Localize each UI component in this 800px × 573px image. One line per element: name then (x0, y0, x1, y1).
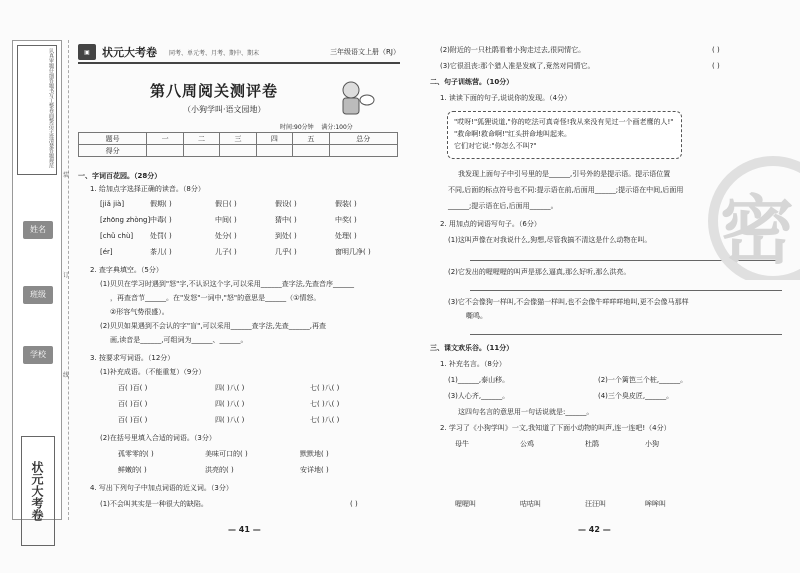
score-cell[interactable] (293, 145, 329, 157)
answer-paren[interactable]: ( ) (350, 500, 358, 508)
pinyin-item[interactable]: 处分( ) (215, 232, 237, 240)
animal-label[interactable]: 公鸡 (520, 440, 534, 448)
pinyin-item[interactable]: 茶儿( ) (150, 248, 172, 256)
proverb-blank[interactable]: (2)一个篱笆三个桩,______。 (598, 376, 688, 384)
mascot-icon (335, 78, 375, 118)
score-header-row (79, 133, 398, 145)
q2-line: ②形容气势很盛）。 (110, 308, 169, 316)
animal-label[interactable]: 小狗 (645, 440, 659, 448)
header-cell: 四 (256, 133, 292, 145)
pinyin-item[interactable]: 猜中( ) (275, 216, 297, 224)
animal-label[interactable]: 母牛 (455, 440, 469, 448)
answer-paren[interactable]: ( ) (712, 62, 720, 70)
score-cell[interactable] (329, 145, 397, 157)
time-limit: 时间:90分钟 (280, 124, 314, 131)
section-3-heading: 三、课文欢乐谷。（11分） (430, 344, 514, 352)
header-cell: 题号 (79, 133, 147, 145)
fill-blank[interactable]: 安详地( ) (300, 466, 329, 474)
example-sentence: "哎呀!"狐狸说道,"你的吃法可真奇怪!我从来没有见过一个画老鹰的人!" (454, 118, 674, 126)
pinyin-option: [chǔ chù] (100, 232, 134, 240)
example-sentences-box (447, 111, 682, 159)
pinyin-item[interactable]: 中间( ) (215, 216, 237, 224)
idiom-blank[interactable]: 百( )百( ) (118, 416, 148, 424)
answer-line[interactable] (470, 334, 782, 335)
proverb-blank[interactable]: (4)三个臭皮匠,______。 (598, 392, 674, 400)
idiom-blank[interactable]: 七( )八( ) (310, 384, 340, 392)
answer-line[interactable] (470, 290, 782, 291)
page-number-right: — 42 — (578, 525, 611, 534)
r1-line: 不同,后面的标点符号也不同:提示语在前,后面用______;提示语在中间,后面用 (448, 186, 684, 194)
pinyin-item[interactable]: 处罚( ) (150, 232, 172, 240)
pinyin-option: [zhōng zhòng] (100, 216, 151, 224)
q4-sub-c: (3)它很沮丧:那个猎人准是发疯了,竟然对同情它。 (440, 62, 595, 70)
q3-sub-a: (1)补充成语。（不能重复）（9分） (100, 368, 206, 376)
pinyin-option: [jiǎ jià] (100, 200, 125, 208)
section-2-heading: 二、句子训练营。（10分） (430, 78, 514, 86)
brand-name: 状元大考卷 (102, 46, 157, 59)
r1-line: ______;提示语在后,后面用______。 (448, 202, 558, 210)
cut-label-3: 线 (63, 372, 70, 379)
pinyin-item[interactable]: 中奖( ) (335, 216, 357, 224)
idiom-blank[interactable]: 四( )八( ) (215, 416, 245, 424)
sound-label[interactable]: 哞哞叫 (645, 500, 666, 508)
proverb-blank[interactable]: (3)人心齐,______。 (448, 392, 510, 400)
cut-label-2: 订 (63, 272, 70, 279)
score-cell[interactable] (147, 145, 183, 157)
q4-sub-b: (2)附近的一只杜鹃看着小狗走过去,很同情它。 (440, 46, 586, 54)
idiom-blank[interactable]: 百( )百( ) (118, 384, 148, 392)
brand-logo: 状元大考卷 (21, 436, 55, 546)
header-cell: 二 (183, 133, 219, 145)
brand-icon: ▣ (78, 44, 96, 60)
pinyin-item[interactable]: 处理( ) (335, 232, 357, 240)
answer-paren[interactable]: ( ) (712, 46, 720, 54)
r3-prompt: 1. 补充名言。（8分） (440, 360, 506, 368)
example-sentence: "救命啊!救命啊!"红头拼命地叫起来。 (454, 130, 572, 138)
page-number-left: — 41 — (228, 525, 261, 534)
class-field[interactable]: 班级 (23, 286, 53, 304)
pinyin-item[interactable]: 中毒( ) (150, 216, 172, 224)
r2-sub: 嘶鸣。 (466, 312, 487, 320)
animal-label[interactable]: 杜鹃 (585, 440, 599, 448)
q2-line: (2)贝贝如果遇到不会认的字"盲",可以采用______查字法,先查______,再查 (100, 322, 327, 330)
full-score: 满分:100分 (321, 124, 353, 131)
score-cell[interactable] (183, 145, 219, 157)
score-cell[interactable] (220, 145, 256, 157)
proverb-blank[interactable]: (1)______,泰山移。 (448, 376, 510, 384)
q4-sub-a: (1)不会叫其实是一种很大的缺陷。 (100, 500, 208, 508)
example-sentence: 它们对它说:"你怎么不叫?" (454, 142, 537, 150)
sound-label[interactable]: 咕咕叫 (520, 500, 541, 508)
page-subtitle: （小狗学叫·语文园地） (183, 105, 266, 114)
r1-line: 我发现上面句子中引号里的是______,引号外的是提示语。提示语位置 (458, 170, 671, 178)
binding-sidebar (12, 40, 62, 520)
pinyin-item[interactable]: 假设( ) (275, 200, 297, 208)
pinyin-item[interactable]: 假期( ) (150, 200, 172, 208)
r2-sub: (1)这叫声像在对我说什么,狗想,尽管我搞不清这是什么动物在叫。 (448, 236, 652, 244)
idiom-blank[interactable]: 七( )八( ) (310, 400, 340, 408)
secret-stamp (702, 150, 800, 280)
q4-prompt: 4. 写出下列句子中加点词语的近义词。（3分） (90, 484, 233, 492)
score-row-label: 得分 (79, 145, 147, 157)
exam-rules: 认真审题仔细答题书写工整卷面整洁字迹清楚答题规范 (17, 45, 57, 175)
score-cell[interactable] (256, 145, 292, 157)
section-1-heading: 一、字词百花园。（28分） (78, 172, 162, 180)
r2-sub: (3)它不会像狗一样叫,不会像猫一样叫,也不会像牛咩咩咩地叫,更不会像马那样 (448, 298, 689, 306)
name-field[interactable]: 姓名 (23, 221, 53, 239)
q2-line: ，再查音节______。在"发怒"一词中,"怒"的意思是______（①情怒。 (110, 294, 321, 302)
header-cell: 总分 (329, 133, 397, 145)
pinyin-item[interactable]: 儿子( ) (215, 248, 237, 256)
header-cell: 五 (293, 133, 329, 145)
pinyin-item[interactable]: 到处( ) (275, 232, 297, 240)
page-header (78, 42, 400, 64)
q2-line: 画,读音是______,可组词为______、______。 (110, 336, 248, 344)
pinyin-item[interactable]: 窗明几净( ) (335, 248, 371, 256)
idiom-blank[interactable]: 四( )八( ) (215, 384, 245, 392)
score-table (78, 132, 398, 157)
pinyin-option: [ér] (100, 248, 113, 256)
fill-blank[interactable]: 美味可口的( ) (205, 450, 248, 458)
pinyin-item[interactable]: 几乎( ) (275, 248, 297, 256)
cut-line (68, 40, 69, 520)
header-cell: 三 (220, 133, 256, 145)
pinyin-item[interactable]: 假装( ) (335, 200, 357, 208)
idiom-blank[interactable]: 七( )八( ) (310, 416, 340, 424)
fill-blank[interactable]: 洪亮的( ) (205, 466, 234, 474)
r1-prompt: 1. 读读下面的句子,说说你的发现。（4分） (440, 94, 572, 102)
grade-label: 三年级语文上册（RJ） (330, 48, 400, 56)
q1-prompt: 1. 给加点字选择正确的读音。（8分） (90, 185, 205, 193)
score-row (79, 145, 398, 157)
q2-line: (1)贝贝在学习时遇到"怒"字,不认识这个字,可以采用______查字法,先查音序______ (100, 280, 355, 288)
r2-prompt: 2. 用加点的词语写句子。（6分） (440, 220, 541, 228)
page-title: 第八周阅关测评卷 (150, 82, 279, 100)
q3-prompt: 3. 按要求写词语。（12分） (90, 354, 175, 362)
stamp-character: 密 (720, 188, 794, 274)
r4-prompt: 2. 学习了《小狗学叫》一文,我知道了下面小动物的叫声,连一连吧!（4分） (440, 424, 671, 432)
fill-blank[interactable]: 默默地( ) (300, 450, 329, 458)
idiom-blank[interactable]: 百( )百( ) (118, 400, 148, 408)
pinyin-item[interactable]: 假日( ) (215, 200, 237, 208)
tagline: 同考、单元考、月考、期中、期末 (169, 49, 260, 57)
school-field[interactable]: 学校 (23, 346, 53, 364)
idiom-blank[interactable]: 四( )八( ) (215, 400, 245, 408)
exam-meta (280, 122, 353, 131)
header-cell: 一 (147, 133, 183, 145)
r2-sub: (2)它发出的喔喔喔的叫声是那么逼真,那么好听,那么洪亮。 (448, 268, 631, 276)
sound-label[interactable]: 喔喔叫 (455, 500, 476, 508)
proverb-summary[interactable]: 这四句名言的意思用一句话说就是:______。 (458, 408, 594, 416)
sound-label[interactable]: 汪汪叫 (585, 500, 606, 508)
fill-blank[interactable]: 孤零零的( ) (118, 450, 154, 458)
cut-label-1: 装 (63, 172, 70, 179)
q2-prompt: 2. 查字典填空。（5分） (90, 266, 163, 274)
fill-blank[interactable]: 鲜嫩的( ) (118, 466, 147, 474)
q3-sub-b: (2)在括号里填入合适的词语。（3分） (100, 434, 216, 442)
